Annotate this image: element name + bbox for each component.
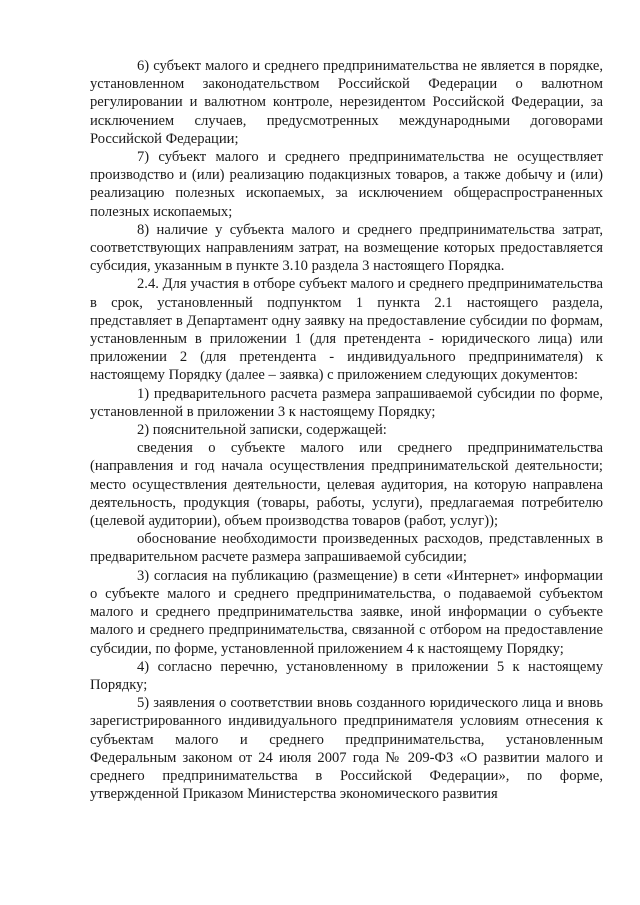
paragraph-doc-5: 5) заявления о соответствии вновь созданного юридического лица и вновь зарегистрированного индивидуального предпринимателя условиям отнесения к субъектам малого и среднего предпринимательства, установленным Федеральным законом от 24 июля 2007 года № 209-ФЗ «О развитии малого и среднего предпринимательства в Российской Федерации», по форме, утвержденной Приказом Министерства экономического развития [90,695,603,803]
paragraph-doc-2-justification: обоснование необходимости произведенных расходов, представленных в предварительном расчете размера запрашиваемой субсидии; [90,531,603,566]
paragraph-section-2-4: 2.4. Для участия в отборе субъект малого и среднего предпринимательства в срок, установленный подпунктом 1 пункта 2.1 настоящего раздела, представляет в Департамент одну заявку на предоставление субсидии по формам, установленным в приложении 1 (для претендента - юридического лица) или приложении 2 (для претендента - индивидуального предпринимателя) к настоящему Порядку (далее – заявка) с приложением следующих документов: [90,276,603,384]
paragraph-doc-1: 1) предварительного расчета размера запрашиваемой субсидии по форме, установленной в приложении 3 к настоящему Порядку; [90,385,603,420]
paragraph-doc-2: 2) пояснительной записки, содержащей: [137,422,387,439]
paragraph-doc-4: 4) согласно перечню, установленному в приложении 5 к настоящему Порядку; [90,658,603,693]
paragraph-doc-3: 3) согласия на публикацию (размещение) в сети «Интернет» информации о субъекте малого и среднего предпринимательства, о подаваемой субъектом малого и среднего предпринимательства заявке, иной информации о субъекте малого и среднего предпринимательства, связанной с отбором на предоставление субсидии, по форме, установленной приложением 4 к настоящему Порядку; [90,567,603,657]
paragraph-doc-2-details: сведения о субъекте малого или среднего предпринимательства (направления и год начала осуществления предпринимательской деятельности; место осуществления деятельности, целевая аудитория, на которую направлена деятельность, продукция (товары, работы, услуги), предлагаемая потребителю (целевой аудитории), объем производства товаров (работ, услуг)); [90,440,603,530]
paragraph-item-6: 6) субъект малого и среднего предпринимательства не является в порядке, установленном законодательством Российской Федерации о валютном регулировании и валютном контроле, нерезидентом Российской Федерации, за исключением случаев, предусмотренных международными договорами Российской Федерации; [90,58,603,147]
document-body [90,57,603,803]
paragraph-item-7: 7) субъект малого и среднего предпринимательства не осуществляет производство и (или) реализацию подакцизных товаров, а также добычу и (или) реализацию полезных ископаемых, за исключением общераспространенных полезных ископаемых; [90,149,603,220]
paragraph-item-8: 8) наличие у субъекта малого и среднего предпринимательства затрат, соответствующих направлениям затрат, на возмещение которых предоставляется субсидия, указанным в пункте 3.10 раздела 3 настоящего Порядка. [90,221,603,275]
